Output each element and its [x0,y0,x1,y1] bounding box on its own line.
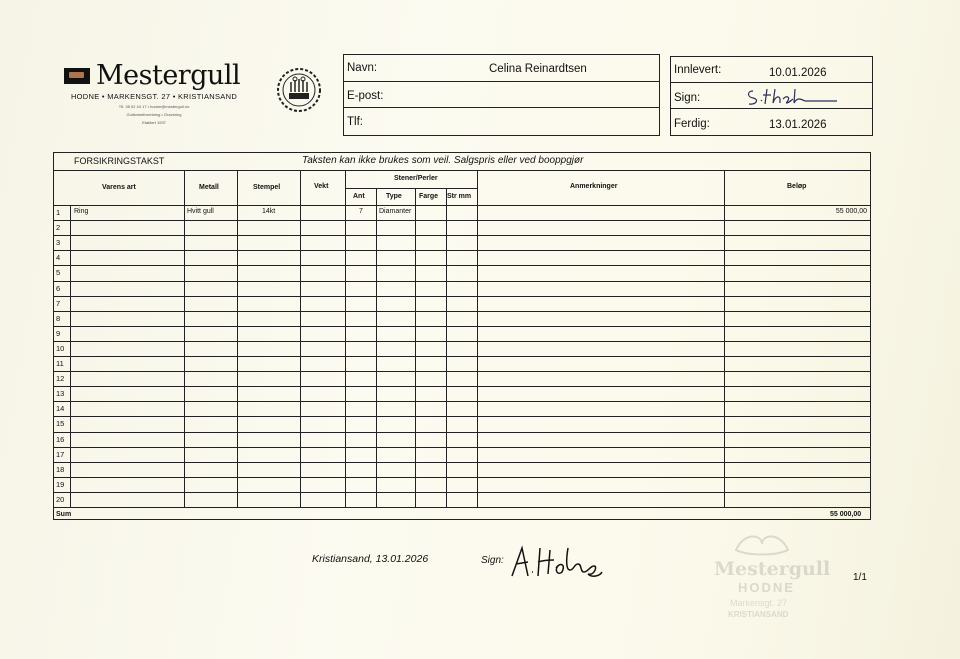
header-amount: Beløp [787,183,807,190]
row-number: 6 [56,283,61,293]
stamp-city: KRISTIANSAND [728,610,789,619]
header-stones: Stener/Perler [394,175,438,182]
receiver-signature [745,85,855,109]
company-stamp [710,530,830,630]
stamp-sub: HODNE [738,580,795,595]
table-row [54,401,870,416]
cell-amount: 55 000,00 [835,208,867,215]
sum-value: 55 000,00 [830,511,862,518]
row-number: 2 [56,223,61,233]
table-row [54,281,870,296]
header-stamp: Stempel [253,184,281,191]
table-row [54,386,870,401]
row-number: 20 [56,494,65,504]
company-logo [64,62,244,125]
table-row [54,477,870,492]
company-contact: Tlf. 38 02 44 17 • hodne@mestergull.no [118,104,190,109]
submitted-value: 10.01.2026 [769,67,827,79]
cell-type: Diamanter [379,208,412,215]
submitted-label: Innlevert: [674,64,722,76]
table-row [54,447,870,462]
row-number: 10 [56,343,65,353]
header-count: Ant [353,193,365,200]
header-remarks: Anmerkninger [570,183,618,190]
customer-box [343,54,660,136]
stamp-logo-icon [732,530,792,558]
header-weight: Vekt [314,183,329,190]
header-type: Type [386,193,402,200]
row-number: 4 [56,253,61,263]
row-number: 7 [56,298,61,308]
guild-seal-icon [275,66,323,114]
table-row [54,371,870,386]
table-row [54,326,870,341]
row-number: 8 [56,313,61,323]
row-number: 5 [56,268,61,278]
stamp-name: Mestergull [714,558,831,580]
company-established: Etablert 1937 [142,120,166,125]
stamp-address: Markensgt. 27 [730,598,788,608]
done-label: Ferdig: [674,118,710,130]
logo-mark-icon [64,68,90,84]
table-row [54,296,870,311]
table-row [54,432,870,447]
row-number: 12 [56,374,65,384]
table-row [54,492,870,507]
place-date: Kristiansand, 13.01.2026 [312,553,429,565]
row-number: 3 [56,238,61,248]
dates-box [670,56,873,136]
company-tagline: Gullsmedforretning • Gravering [126,112,182,117]
footer-sign-label: Sign: [481,555,504,566]
name-label: Navn: [347,62,378,74]
header-metal: Metall [199,184,219,191]
table-row [54,265,870,280]
header-color: Farge [419,193,439,200]
row-number: 9 [56,328,61,338]
table-row [54,341,870,356]
name-value: Celina Reinardtsen [489,63,587,75]
cell-count: 7 [359,208,363,215]
row-number: 1 [56,208,61,217]
header-size: Str mm [447,193,472,200]
email-label: E-post: [347,90,384,102]
sign-label: Sign: [674,92,701,104]
company-address: HODNE • MARKENSGT. 27 • KRISTIANSAND [70,92,238,101]
row-number: 14 [56,404,65,414]
table-row [54,462,870,477]
cell-item: Ring [74,208,89,215]
cell-metal: Hvitt gull [187,208,214,215]
table-row [54,235,870,250]
table-row [54,311,870,326]
done-value: 13.01.2026 [769,119,827,131]
table-row [54,250,870,265]
page-number: 1/1 [853,572,867,583]
cell-stamp: 14kt [262,208,276,215]
appraiser-signature [508,542,604,582]
table-title: FORSIKRINGSTAKST [74,156,165,166]
row-number: 11 [56,359,64,368]
company-name: Mestergull [96,60,241,91]
row-number: 19 [56,479,65,489]
row-number: 13 [56,389,65,399]
table-row [54,220,870,235]
sum-label: Sum [56,511,72,518]
row-number: 16 [56,434,65,444]
table-row [54,416,870,431]
table-row [54,356,870,371]
appraisal-table [53,152,871,520]
header-item: Varens art [102,184,136,191]
row-number: 18 [56,464,65,474]
row-number: 17 [56,449,65,459]
phone-label: Tlf: [347,116,363,128]
table-row [54,205,870,220]
table-disclaimer: Taksten kan ikke brukes som veil. Salgspris eller ved booppgjør [302,155,584,166]
row-number: 15 [56,419,65,429]
